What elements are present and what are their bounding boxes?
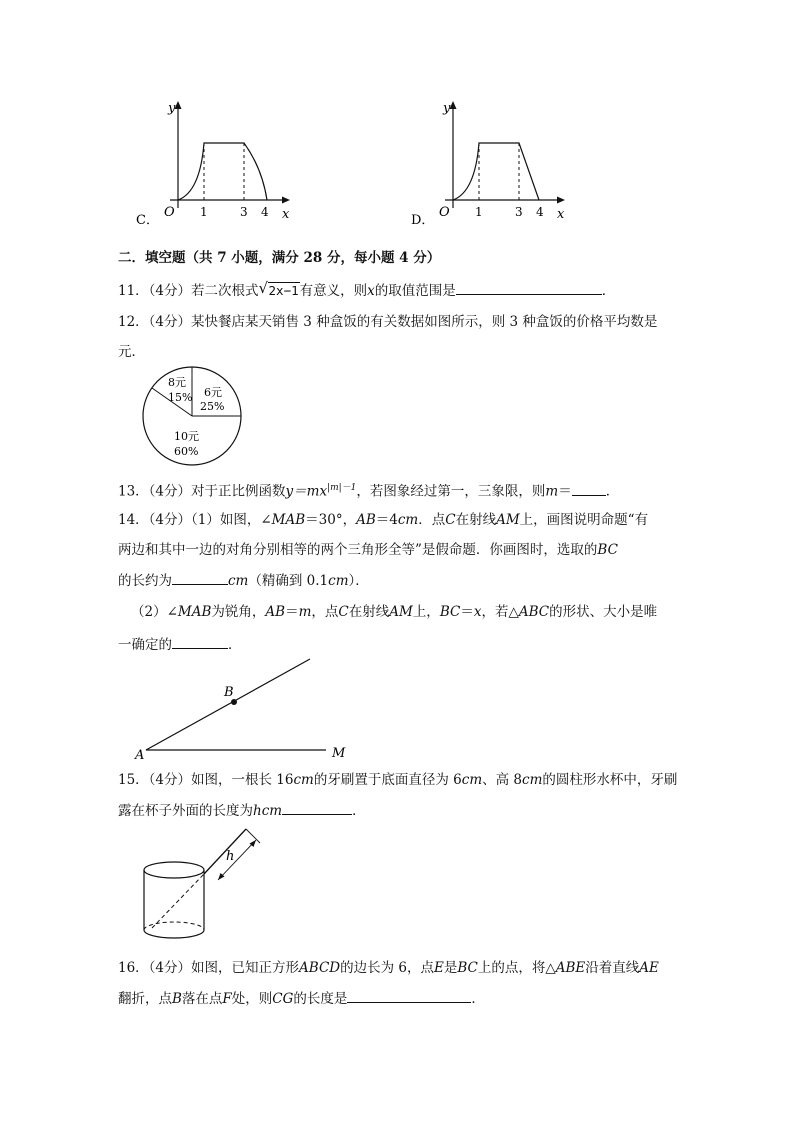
graph-c-y-arrow [175, 101, 182, 109]
q14-l2b: BC [597, 542, 618, 558]
toothbrush-outside [204, 829, 246, 874]
q14-l4i: 在射线 [348, 604, 390, 620]
graph-c-origin: O [164, 205, 175, 220]
q14-l4a: （2）∠ [131, 604, 178, 620]
q15-l1g: 的圆柱形水杯中，牙刷 [542, 772, 678, 788]
graph-d-y-label: y [443, 101, 451, 116]
h-label: h [226, 849, 235, 864]
q14-l1k: 上，画图说明命题“有 [519, 512, 649, 528]
q14-l4d: AB [265, 604, 286, 620]
graph-c-y-label: y [168, 101, 176, 116]
q14-l3a: 的长约为 [118, 573, 172, 589]
q14-l4n: x [473, 604, 482, 620]
q13-answer-blank[interactable] [572, 481, 606, 496]
q14-l1g: ．点 [418, 512, 446, 528]
question-15-line1 [118, 770, 677, 790]
q14-l5b: ． [228, 637, 242, 653]
label-a: A [135, 748, 145, 763]
question-13 [118, 478, 619, 502]
q13-function: y＝mx [285, 483, 328, 500]
cup-bottom-back [144, 922, 204, 930]
q14-l4k: 上， [412, 604, 440, 620]
graph-d-option-label: D． [411, 213, 435, 228]
q14-l4f: m [298, 604, 312, 620]
q15-l1c: 的牙刷置于底面直径为 6 [313, 772, 462, 788]
q13-var: m [545, 483, 559, 500]
q16-l2f: CG [272, 991, 294, 1007]
q15-l1d: cm [461, 772, 483, 788]
graph-c [130, 96, 300, 228]
question-12-line1 [118, 312, 657, 332]
cup-figure [132, 818, 282, 948]
q14-l1j: AM [496, 512, 520, 528]
graph-d-tick-4: 4 [536, 205, 544, 219]
graph-d-x-arrow [557, 197, 565, 204]
q15-l2a: 露在杯子外面的长度为 [118, 803, 253, 819]
cup-bottom-front [144, 930, 204, 938]
q15-l1b: cm [293, 772, 314, 788]
q11-mid: 有意义，则 [299, 283, 368, 299]
q16-l2c: 落在点 [181, 991, 223, 1007]
q14-l1e: ＝4 [375, 512, 398, 528]
q16-l1j: AE [639, 960, 659, 976]
q14-l4e: ＝ [285, 604, 299, 620]
q16-l2h: ． [471, 991, 485, 1007]
question-16-line2 [118, 988, 485, 1009]
q15-l2c: ． [352, 803, 366, 819]
q11-radicand: 2x−1 [268, 283, 299, 298]
q15-l1f: cm [522, 772, 543, 788]
question-12-line2 [118, 342, 145, 362]
q14-l1i: 在射线 [455, 512, 497, 528]
h-dim-tick-top [246, 829, 260, 843]
q15-answer-blank[interactable] [282, 800, 352, 815]
q13-eq: ＝ [558, 483, 572, 500]
angle-figure [130, 652, 360, 764]
toothbrush-inside [152, 874, 204, 928]
question-14-line4 [131, 602, 657, 622]
q14-l1a: 14．（4分）（1）如图，∠ [118, 512, 272, 528]
graph-c-x-label: x [282, 207, 290, 222]
q16-l1e: 是 [443, 960, 458, 976]
q16-l1a: 16．（4分）如图，已知正方形 [118, 960, 300, 976]
q14-l4l: BC [439, 604, 461, 620]
graph-d-tick-3: 3 [515, 205, 523, 219]
pie-8-price: 8元 [168, 376, 186, 389]
question-14-line1 [118, 510, 648, 530]
q16-l1i: 沿着直线 [585, 960, 640, 976]
pie-6-pct: 25% [200, 400, 225, 413]
q14-answer-blank-2[interactable] [172, 634, 228, 649]
section-heading [118, 248, 440, 268]
q14-l4b: MAB [177, 604, 212, 620]
q13-end: ． [605, 483, 620, 500]
q14-l4m: ＝ [460, 604, 474, 620]
pie-10-pct: 60% [174, 445, 199, 458]
q12-line2: 元． [118, 344, 145, 360]
q14-l5a: 一确定的 [118, 637, 172, 653]
q14-l1h: C [445, 512, 456, 528]
cup-top [144, 862, 204, 878]
q16-l1c: 的边长为 6，点 [340, 960, 434, 976]
graph-c-x-arrow [282, 197, 290, 204]
q11-prefix: 11．（4分）若二次根式 [118, 283, 259, 299]
segment-ab-extended [146, 659, 310, 750]
graph-d-x-label: x [557, 207, 565, 222]
q16-l2e: 处，则 [231, 991, 273, 1007]
q13-mid: ，若图象经过第一，三象限，则 [356, 483, 546, 500]
q14-l4o: ，若△ [481, 604, 519, 620]
q14-l4p: ABC [518, 604, 550, 620]
graph-d-y-arrow [450, 101, 457, 109]
q16-l2d: F [222, 991, 232, 1007]
graph-c-tick-1: 1 [200, 205, 208, 219]
section-heading-text: 二．填空题（共 7 小题，满分 28 分，每小题 4 分） [118, 250, 441, 266]
q14-l4g: ，点 [311, 604, 339, 620]
q16-answer-blank[interactable] [347, 988, 471, 1003]
q16-l1h: ABE [555, 960, 586, 976]
graph-d-origin: O [439, 205, 450, 220]
graph-c-option-label: C． [136, 213, 159, 228]
graph-d-curve [453, 143, 539, 200]
q14-l3c: （精确到 0.1 [248, 573, 329, 589]
question-16-line1 [118, 958, 659, 978]
q15-l2b: hcm [253, 803, 283, 819]
q16-l1b: ABCD [299, 960, 341, 976]
q11-answer-blank[interactable] [456, 280, 602, 295]
h-dim-line [218, 840, 256, 880]
q15-l1e: 、高 8 [482, 772, 523, 788]
q16-l2a: 翻折，点 [118, 991, 172, 1007]
q16-l1f: BC [457, 960, 478, 976]
question-14-line2 [118, 540, 618, 560]
pie-8-pct: 15% [168, 391, 193, 404]
graph-d-tick-1: 1 [475, 205, 483, 219]
q14-l3d: cm [328, 573, 349, 589]
pie-chart [140, 364, 244, 468]
graph-d [405, 96, 575, 228]
q13-prefix: 13．（4分）对于正比例函数 [118, 483, 286, 500]
pie-10-price: 10元 [174, 430, 199, 443]
q16-l1d: E [434, 960, 444, 976]
q11-var: x [367, 283, 375, 299]
question-14-line3 [118, 570, 369, 591]
q14-l4q: 的形状、大小是唯 [549, 604, 658, 620]
q14-l1f: cm [397, 512, 419, 528]
question-11 [118, 280, 615, 301]
q11-radical: √ 2x−1 [258, 279, 299, 298]
pie-6-price: 6元 [204, 386, 222, 399]
q16-l2b: B [172, 991, 182, 1007]
graph-c-tick-3: 3 [240, 205, 248, 219]
label-b: B [224, 685, 234, 700]
q11-end: ． [601, 283, 616, 299]
q15-l1a: 15．（4分）如图，一根长 16 [118, 772, 294, 788]
q14-l1c: ＝30°， [305, 512, 357, 528]
q14-l4h: C [338, 604, 349, 620]
graph-c-curve [178, 143, 267, 200]
q16-l1g: 上的点，将△ [477, 960, 556, 976]
q14-l1d: AB [356, 512, 376, 528]
q12-line1: 12．（4分）某快餐店某天销售 3 种盒饭的有关数据如图所示，则 3 种盒饭的价格平均数是 [118, 314, 658, 330]
q14-l4j: AM [389, 604, 413, 620]
q16-l2g: 的长度是 [293, 991, 348, 1007]
q14-l1b: MAB [271, 512, 306, 528]
q14-l3e: ）． [348, 573, 369, 589]
q14-l4c: 为锐角， [211, 604, 266, 620]
q13-exponent: |m|－1 [327, 483, 357, 493]
graph-c-tick-4: 4 [261, 205, 269, 219]
q14-answer-blank-1[interactable] [172, 570, 228, 585]
q14-l2a: 两边和其中一边的对角分别相等的两个三角形全等”是假命题．你画图时，选取的 [118, 542, 598, 558]
q14-l3b: cm [228, 573, 249, 589]
q11-suffix: 的取值范围是 [374, 283, 456, 299]
label-m: M [332, 746, 346, 761]
